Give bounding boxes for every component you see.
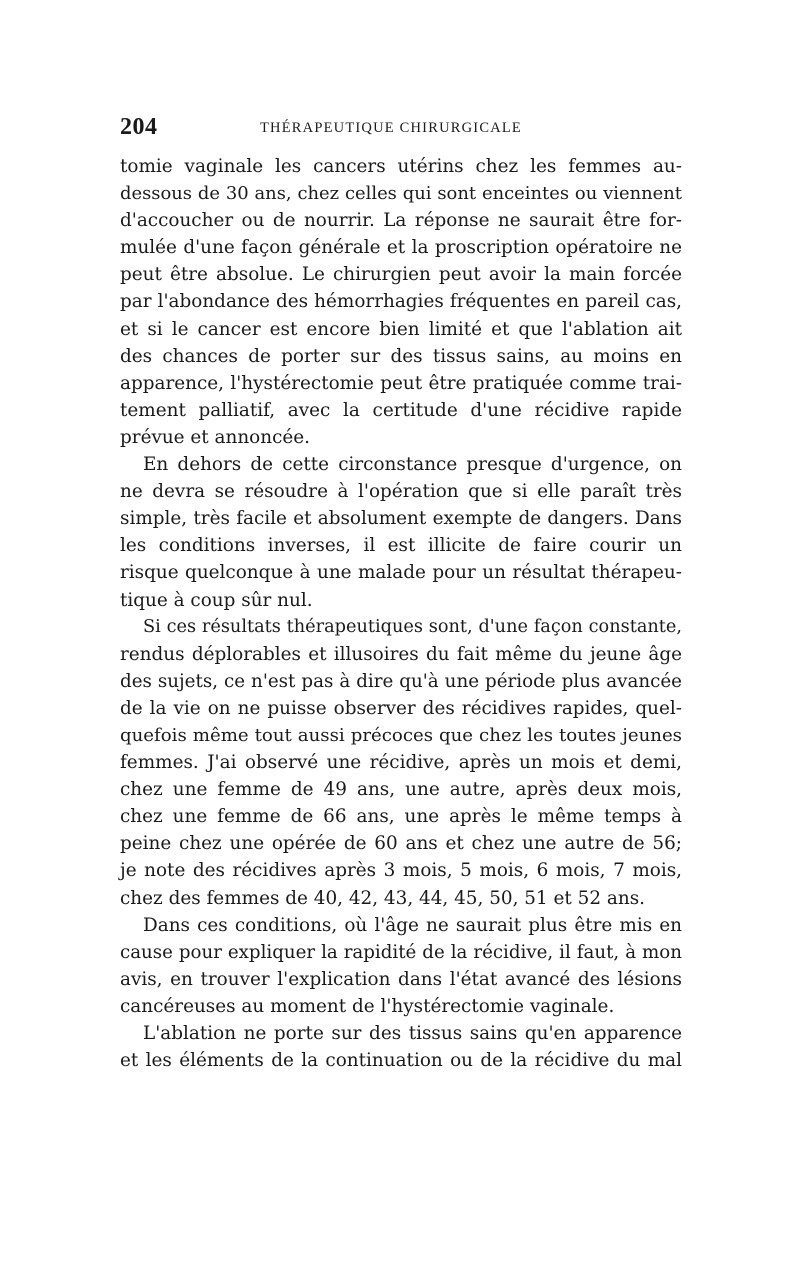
page-number: 204 xyxy=(120,114,158,140)
text-line: cause pour expliquer la rapidité de la récidive, il faut, à mon xyxy=(120,941,682,963)
text-line: quefois même tout aussi précoces que chez les toutes jeunes xyxy=(120,724,682,746)
text-line: simple, très facile et absolument exempte de dangers. Dans xyxy=(120,508,682,530)
text-line: ne devra se résoudre à l'opération que si elle paraît très xyxy=(120,481,682,503)
text-line: dessous de 30 ans, chez celles qui sont enceintes ou viennent xyxy=(120,183,682,205)
page-header xyxy=(120,114,682,144)
text-line: apparence, l'hystérectomie peut être pratiquée comme trai- xyxy=(120,372,682,394)
text-line: chez une femme de 66 ans, une après le même temps à xyxy=(120,806,682,828)
text-line: peine chez une opérée de 60 ans et chez une autre de 56; xyxy=(120,833,682,855)
text-line: femmes. J'ai observé une récidive, après un mois et demi, xyxy=(120,752,682,774)
paragraph-first-line: L'ablation ne porte sur des tissus sains qu'en apparence xyxy=(143,1023,682,1044)
body-text xyxy=(120,153,682,1074)
text-line: tomie vaginale les cancers utérins chez les femmes au- xyxy=(120,156,682,177)
text-line: prévue et annoncée. xyxy=(120,426,311,448)
text-line: chez des femmes de 40, 42, 43, 44, 45, 50, 51 et 52 ans. xyxy=(120,887,646,909)
text-line: avis, en trouver l'explication dans l'état avancé des lésions xyxy=(120,968,682,990)
text-line: par l'abondance des hémorrhagies fréquentes en pareil cas, xyxy=(120,291,682,313)
text-line: de la vie on ne puisse observer des récidives rapides, quel- xyxy=(120,697,682,719)
text-line: mulée d'une façon générale et la proscription opératoire ne xyxy=(120,237,682,259)
text-line: des chances de porter sur des tissus sains, au moins en xyxy=(120,345,682,367)
text-line: rendus déplorables et illusoires du fait même du jeune âge xyxy=(120,643,682,665)
text-line: peut être absolue. Le chirurgien peut avoir la main forcée xyxy=(120,264,682,286)
text-line: tement palliatif, avec la certitude d'une récidive rapide xyxy=(120,399,682,421)
text-line: d'accoucher ou de nourrir. La réponse ne saurait être for- xyxy=(120,210,682,232)
text-line: je note des récidives après 3 mois, 5 mois, 6 mois, 7 mois, xyxy=(120,860,682,882)
paragraph-first-line: En dehors de cette circonstance presque d'urgence, on xyxy=(143,454,682,476)
text-line: et les éléments de la continuation ou de la récidive du mal xyxy=(120,1050,682,1072)
running-title: THÉRAPEUTIQUE CHIRURGICALE xyxy=(260,120,522,136)
paragraph-first-line: Si ces résultats thérapeutiques sont, d'une façon constante, xyxy=(143,616,682,637)
text-line: cancéreuses au moment de l'hystérectomie vaginale. xyxy=(120,995,615,1017)
paragraph-first-line: Dans ces conditions, où l'âge ne saurait plus être mis en xyxy=(143,914,682,936)
text-line: des sujets, ce n'est pas à dire qu'à une période plus avancée xyxy=(120,670,682,692)
text-line: les conditions inverses, il est illicite de faire courir un xyxy=(120,535,682,557)
text-line: et si le cancer est encore bien limité et que l'ablation ait xyxy=(120,318,682,340)
text-line: tique à coup sûr nul. xyxy=(120,589,313,611)
text-line: chez une femme de 49 ans, une autre, après deux mois, xyxy=(120,779,682,801)
text-line: risque quelconque à une malade pour un résultat thérapeu- xyxy=(120,562,682,584)
